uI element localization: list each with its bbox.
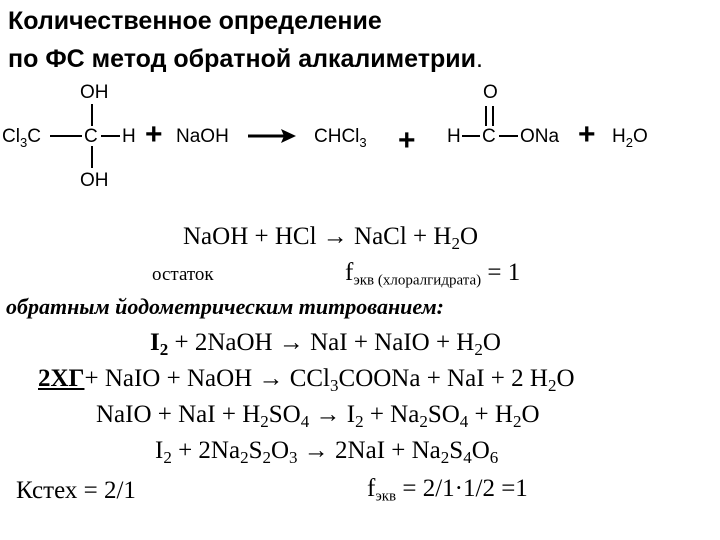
eq4-a: NaIO + NaI + H xyxy=(96,401,261,428)
eq5-a: I xyxy=(155,437,164,464)
eq4-s4: 2 xyxy=(419,412,428,432)
eq1-part-b: O xyxy=(459,223,479,250)
water-label: $H_2O$ xyxy=(612,126,648,150)
eq2-iodine: I xyxy=(150,329,160,356)
equation-acidification xyxy=(96,400,540,430)
eq5-s1: 2 xyxy=(163,448,172,468)
eq4-c: → I xyxy=(309,401,356,428)
eq5-g: O xyxy=(471,437,490,464)
formate-oxygen-label: O xyxy=(483,82,498,103)
equation-neutralization xyxy=(183,222,478,252)
eq4-s5: 4 xyxy=(459,412,469,432)
eq4-s1: 2 xyxy=(260,412,269,432)
eq5-d: O xyxy=(270,437,290,464)
eq3-xg: 2ХГ xyxy=(38,365,85,392)
eq4-s6: 2 xyxy=(512,412,522,432)
stoichiometric-coefficient: Кстех = 2/1 xyxy=(16,477,136,504)
eq5-b: + 2Na xyxy=(171,437,241,464)
eq3-rest-a: + NaIO + NaOH → CCl xyxy=(84,365,331,392)
method-heading: обратным йодометрическим титрованием: xyxy=(6,294,445,319)
oh-bottom-label: OH xyxy=(80,170,109,191)
equation-iodine-naoh xyxy=(150,328,501,358)
eq1-part-a: NaOH + HCl → NaCl + H xyxy=(183,223,452,250)
central-carbon-label: C xyxy=(84,126,98,147)
title-period: . xyxy=(475,45,483,73)
plus-sign-2: + xyxy=(398,124,416,157)
eq5-s7: 6 xyxy=(489,448,499,468)
eq5-e: → 2NaI + Na xyxy=(297,437,441,464)
eq5-s3: 2 xyxy=(262,448,271,468)
eq2-h-sub: 2 xyxy=(474,340,483,360)
formate-carbon-label: C xyxy=(482,126,496,147)
feq2-sub: экв xyxy=(375,488,397,505)
eq5-s6: 4 xyxy=(463,448,472,468)
h-right-label: H xyxy=(122,126,136,147)
eq4-e: SO xyxy=(427,401,460,428)
eq3-rest-b: COONa + NaI + 2 H xyxy=(338,365,548,392)
equivalence-factor-final xyxy=(367,474,528,504)
eq3-h-sub: 2 xyxy=(547,376,557,396)
equation-chloral-hypoiodite xyxy=(38,364,575,394)
eq2-rest-b: O xyxy=(482,329,501,356)
feq2-f: f xyxy=(367,475,376,502)
ona-label: ONa xyxy=(520,126,560,147)
cl3c-label: $Cl_3C$ xyxy=(2,126,41,150)
eq3-rest-c: O xyxy=(556,365,575,392)
naoh-label: NaOH xyxy=(176,126,229,147)
eq4-s2: 4 xyxy=(300,412,310,432)
eq5-c: S xyxy=(248,437,263,464)
eq4-d: + Na xyxy=(363,401,420,428)
eq1-sub: 2 xyxy=(451,234,460,254)
plus-sign-3: + xyxy=(578,118,596,151)
eq5-s2: 2 xyxy=(240,448,249,468)
title-line-2-text: по ФС метод обратной алкалиметрии xyxy=(8,45,476,73)
eq5-s4: 3 xyxy=(289,448,298,468)
oh-top-label: OH xyxy=(80,82,109,103)
eq5-s5: 2 xyxy=(440,448,450,468)
feq2-rest: = 2/1·1/2 =1 xyxy=(396,475,528,502)
residue-label: остаток xyxy=(152,264,214,285)
eq5-f: S xyxy=(449,437,464,464)
plus-sign-1: + xyxy=(145,118,163,151)
chcl3-label: CHCl$_3$ xyxy=(314,126,367,150)
title-line-2 xyxy=(8,44,483,74)
eq4-g: O xyxy=(521,401,540,428)
title-line-1: Количественное определение xyxy=(8,7,382,35)
feq1-f: f xyxy=(345,259,354,286)
eq3-cl-sub: 3 xyxy=(330,376,339,396)
equivalence-factor-chloral-hydrate xyxy=(345,258,520,288)
formate-h-label: H xyxy=(447,126,461,147)
eq2-iodine-sub: 2 xyxy=(159,340,169,360)
feq1-rest: = 1 xyxy=(481,259,521,286)
equation-thiosulfate xyxy=(155,436,498,466)
reaction-scheme xyxy=(0,78,720,198)
eq2-rest-a: + 2NaOH → NaI + NaIO + H xyxy=(168,329,475,356)
eq4-b: SO xyxy=(268,401,301,428)
eq4-s3: 2 xyxy=(355,412,364,432)
eq4-f: + H xyxy=(468,401,513,428)
feq1-sub: экв (хлоралгидрата) xyxy=(353,272,482,289)
